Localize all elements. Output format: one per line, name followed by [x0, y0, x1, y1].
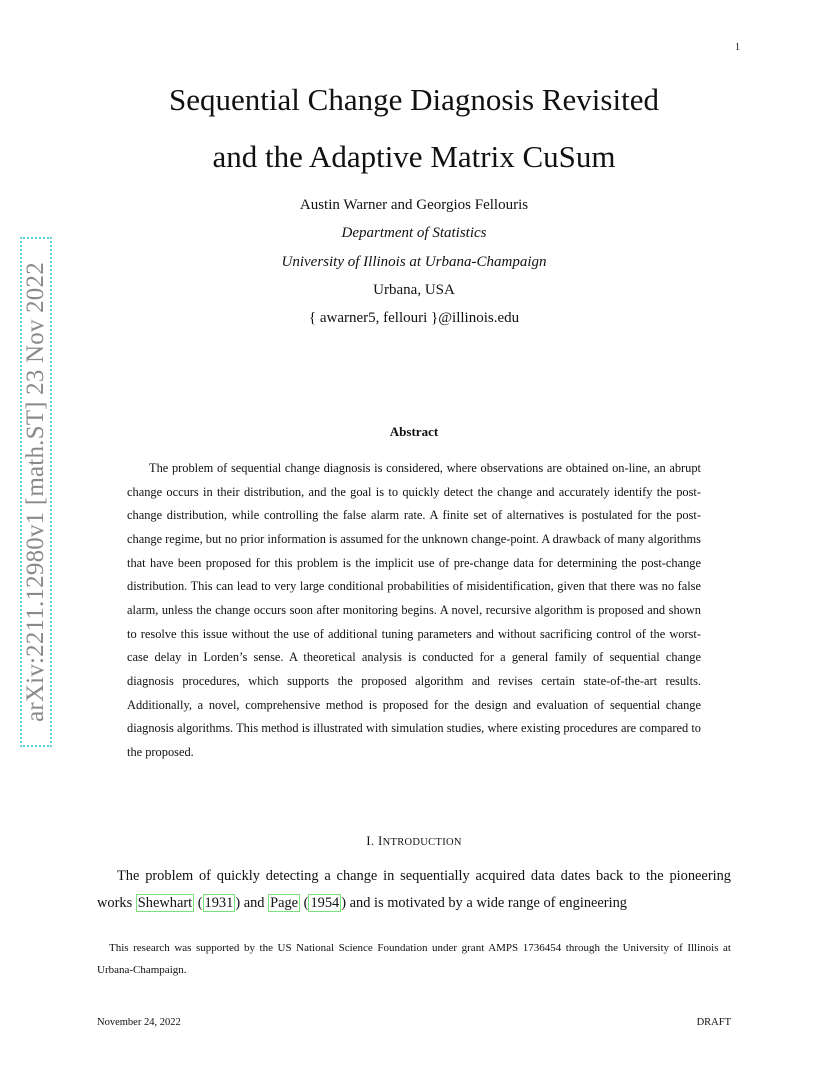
authors: Austin Warner and Georgios Fellouris [299, 197, 529, 213]
citation-link-page-year[interactable]: 1954 [310, 895, 340, 911]
university: University of Illinois at Urbana-Champaign [281, 254, 547, 270]
email: { awarner5, fellouri }@illinois.edu [308, 310, 520, 326]
abstract-heading: Abstract [389, 424, 439, 439]
section-title-rest: NTRODUCTION [382, 837, 462, 848]
citation-link-shewhart[interactable]: Shewhart [137, 895, 193, 911]
intro-paragraph: The problem of quickly detecting a change in sequentially acquired data dates back to the pioneering works Shewhart ( 1931 ) and Page ( 1954 ) and is motivated by a wide range of engineering [97, 868, 731, 911]
footer-date: November 24, 2022 [97, 1017, 181, 1028]
abstract-body [127, 457, 701, 765]
paper-title-line-1: Sequential Change Diagnosis Revisited [169, 82, 659, 117]
arxiv-identifier-link[interactable] [20, 237, 52, 747]
footnote-text: This research was supported by the US National Science Foundation under grant AMPS 1736454 through the University of Illinois at Urbana-Champaign. [97, 942, 731, 976]
paper-title-line-2: and the Adaptive Matrix CuSum [212, 139, 616, 174]
intro-text-after: and is motivated by a wide range of engineering [346, 895, 627, 911]
section-title-initial: I [377, 833, 383, 848]
intro-text-before: The problem of quickly detecting a change in sequentially acquired data dates back to the pioneering works [97, 868, 731, 911]
footnote [97, 937, 731, 981]
abstract-text: The problem of sequential change diagnosis is considered, where observations are obtained on-line, an abrupt change occurs in their distribution, and the goal is to quickly detect the change and accurately identify the post-change distribution, while controlling the false alarm rate. A finite set of alternatives is postulated for the post-change regime, but no prior information is assumed for the unknown change-point. A drawback of many algorithms that have been proposed for this problem is the implicit use of pre-change data for determining the post-change distribution. This can lead to very large conditional probabilities of misidentification, given that there was no false alarm, unless the change occurs soon after monitoring begins. A novel, recursive algorithm is proposed and shown to resolve this issue without the use of additional tuning parameters and without sacrificing control of the worst-case delay in Lorden’s sense. A theoretical analysis is conducted for a general family of sequential change diagnosis procedures, which supports the proposed algorithm and revises certain state-of-the-art results. Additionally, a novel, comprehensive method is proposed for the design and evaluation of sequential change diagnosis algorithms. This method is illustrated with simulation studies, where existing procedures are compared to the proposed. [127, 461, 701, 759]
citation-link-shewhart-year[interactable]: 1931 [204, 895, 234, 911]
arxiv-identifier: arXiv:2211.12980v1 [math.ST] 23 Nov 2022 [22, 262, 49, 722]
citation-link-page[interactable]: Page [270, 895, 299, 911]
department: Department of Statistics [341, 225, 487, 241]
location: Urbana, USA [373, 282, 455, 298]
footer-draft-label: DRAFT [696, 1017, 731, 1028]
intro-text-mid: and [240, 895, 269, 911]
section-heading [250, 833, 578, 849]
section-number: I. [366, 833, 375, 848]
page-number: 1 [735, 42, 740, 53]
